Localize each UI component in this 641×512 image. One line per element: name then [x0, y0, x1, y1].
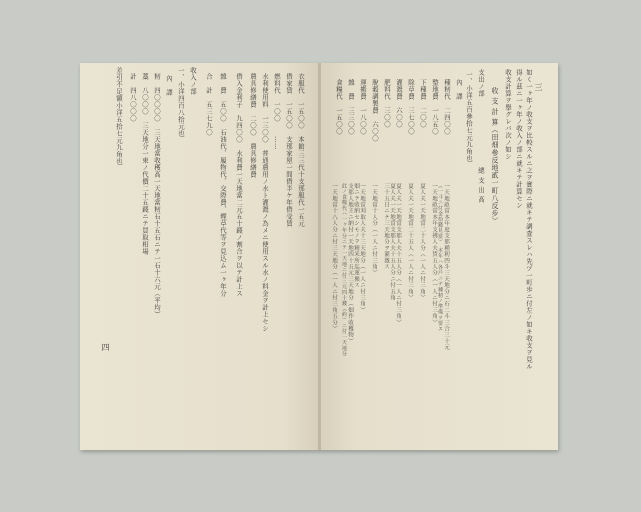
table-row: 整地費 一八五〇	[431, 79, 439, 135]
detail-note: 三十五日ニテ三天地分ヲ灌漑ス	[383, 183, 389, 270]
detail-note: 一天地當刈取人夫十三天地分（一人ニ付三角）	[359, 183, 365, 314]
table-row: 雜 費 三三〇〇	[347, 79, 355, 135]
text-column: 得ル茲ニ一ヶ年ノ收入ノ部ニ就キテ計算セン	[515, 69, 523, 209]
table-row: 食糧代 一五〇〇	[335, 79, 343, 135]
detail-note: 一天地畝當本年支拂人夫賃五人分（一人ニ付三角）	[431, 183, 437, 326]
detail-note: 夏人夫一天地當二十人分（一人ニ付三角）	[419, 183, 425, 301]
table-row: 種籾代 二四〇〇	[443, 79, 451, 135]
right-page	[320, 63, 558, 450]
table-row: 灌漑費 六〇〇	[395, 79, 403, 128]
table-row: 藁 八〇〇〇 三天地分一束ノ代價二十五錢ニテ買取相場	[141, 73, 149, 255]
detail-note: 一天地畝當本年度支那種籾四斗三天地分ニ石二斗三合三十元	[443, 183, 449, 351]
table-row: 水利使用料 一三〇〇 普通農用ノ水ト灌漑ノ為メニ使用スル水ノ料金ヲ計上セシ	[261, 73, 269, 332]
detail-note: 一天地當十人分（一人ニ付三角）	[371, 183, 377, 276]
subheading: 內 譯	[455, 79, 463, 100]
table-row: 除草費 三七〇〇	[407, 79, 415, 135]
table-row: 農具修繕費 二〇〇 農具修繕費	[249, 73, 257, 178]
total-line: 一、小洋四百八拾元也	[177, 67, 185, 137]
detail-note: 夏人夫一天地當支那人夫十五人分（一人ニ付三角）	[395, 183, 401, 326]
table-row: 肥料代 三〇〇	[383, 79, 391, 128]
table-row: 計 四八〇〇〇	[129, 73, 137, 122]
open-book	[80, 63, 558, 450]
text-column: 收支計算ヲ擧グレバ次ノ如シ	[504, 69, 512, 160]
total-line: 一、小洋五百參拾七元九角也	[465, 71, 473, 162]
table-row: 運搬費 一八〇〇	[359, 79, 367, 135]
table-row: 脫穀調製費 六〇〇	[371, 79, 379, 142]
table-row: 雜 費 五〇〇 石油代、履物代、交際費、煙草代等ヲ見込ム一ヶ年分	[219, 73, 227, 297]
detail-note: 一天地當十八人分ニ付三天地分（一人ニ付三角五分）	[331, 183, 337, 332]
page-number: 三	[534, 83, 543, 91]
detail-note: （一斗ニ付金拾錢見當） 本年ハ各戶ニテ種籾ノ準備ヲ要ス	[437, 183, 443, 332]
left-page	[80, 63, 318, 450]
table-row: 燃料代 一〇〇 ……	[273, 73, 281, 150]
table-row: 借家賃 一五〇〇 支那家屋一間借半ケ年借受賃	[285, 73, 293, 227]
detail-note: 支那人地主ニ納付一天地四十五元三天地分（畑作收穫物）	[347, 183, 353, 345]
detail-note: 此ノ食糧代ハ一ヶ年分ニテ一天地ニ付三元四十錢（約）ニ付一天地分	[341, 183, 347, 357]
page-number: 四	[101, 343, 110, 351]
table-row: 借入金利子 九四〇〇 水利費一天地當二元五十錢ノ割合ヲ以テ計上ス	[235, 73, 243, 297]
table-row: 籾 四〇〇〇〇 三天地當收穫高一天地當籾石十五石ニテ一石十六元（平均）	[153, 73, 161, 318]
summary-line: 差引不足額小洋五拾七元九角也	[115, 67, 123, 165]
text-column: 如く一ヶ年ノ收支ヲ比較スルニ之ヲ實際ニ就キテ調査スレハ先ヅ一町歩ニ付左ノ如キ收支ヲ見ル	[525, 69, 533, 370]
detail-note: 夏人夫一天地當支那人夫十五人分ニ付五角	[389, 183, 395, 301]
section-heading: 支出ノ部 總 支 出 高	[477, 69, 485, 203]
section-heading: 收 支 計 算（田畑參反地貳一町八反步）	[491, 87, 499, 225]
table-row: 下種費 二〇〇	[419, 79, 427, 128]
subheading: 內 譯	[165, 75, 173, 96]
table-row: 衣服代 一五〇〇 本館三三代十支那服代一五元	[297, 73, 305, 227]
section-heading: 收入ノ部	[189, 67, 197, 95]
detail-note: 畑ニテ收納セシモノヲ精米所迄運搬ス	[353, 183, 359, 289]
detail-note: 夏人夫一天地當二十五人（一人ニ付三角）	[407, 183, 413, 301]
table-row: 合 計 五三七九〇	[205, 73, 213, 136]
